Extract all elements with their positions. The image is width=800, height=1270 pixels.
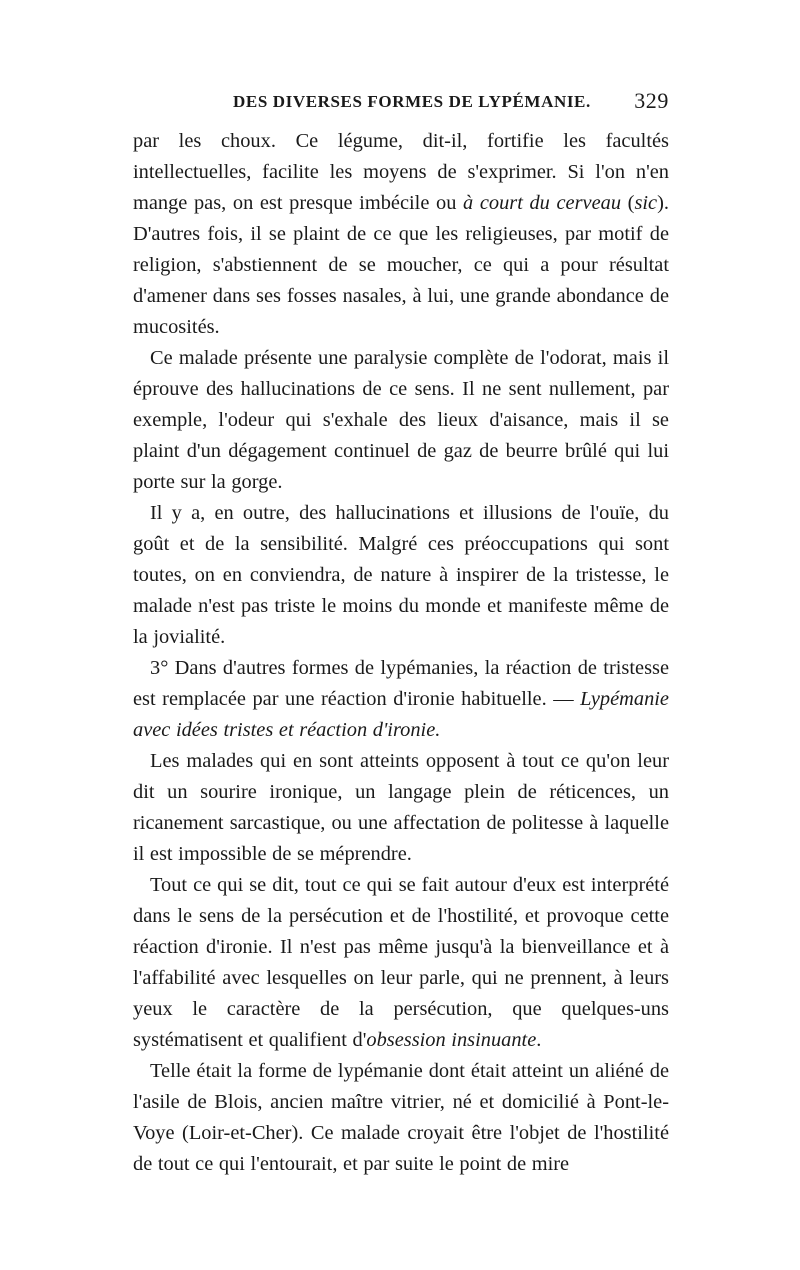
paragraph-6-italic-term: obsession insinuante (366, 1029, 537, 1051)
paragraph-5: Les malades qui en sont atteints opposent à tout ce qu'on leur dit un sourire ironique, un langage plein de réticences, un ricanement sarcastique, ou une affectation de politesse à laquelle il est impossible de se méprendre. (133, 750, 669, 865)
paragraph-6 (133, 870, 669, 1056)
paragraph-1-text-a: par les choux. Ce légume, dit-il, fortifie les facultés intellectuelles, facilite les moyens de s'exprimer. Si l'on n'en mange pas, on est presque imbécile ou (133, 130, 669, 214)
paragraph-1-text-b: ( (621, 192, 635, 214)
paragraph-4-italic-heading: Lypémanie avec idées tristes et réaction d'ironie. (133, 688, 669, 741)
running-head (133, 88, 669, 126)
paragraph-4-text: 3° Dans d'autres formes de lypémanies, la réaction de tristesse est remplacée par une réaction d'ironie habituelle. — (133, 657, 669, 710)
page-number: 329 (634, 88, 669, 113)
body-text (133, 126, 669, 1180)
paragraph-2: Ce malade présente une paralysie complète de l'odorat, mais il éprouve des hallucinations de ce sens. Il ne sent nullement, par exemple, l'odeur qui s'exhale des lieux d'aisance, mais il se plaint d'un dégagement continuel de gaz de beurre brûlé qui lui porte sur la gorge. (133, 347, 669, 493)
paragraph-4 (133, 653, 669, 746)
paragraph-1 (133, 126, 669, 343)
paragraph-1-italic-phrase: à court du cerveau (463, 192, 622, 214)
paragraph-1-text-c: ). D'autres fois, il se plaint de ce que les religieuses, par motif de religion, s'abstiennent de se moucher, ce qui a pour résultat d'amener dans ses fosses nasales, à lui, une grande abondance de mucosités. (133, 192, 669, 338)
paragraph-1-italic-sic: sic (634, 192, 658, 214)
book-page (133, 88, 669, 1180)
paragraph-7: Telle était la forme de lypémanie dont était atteint un aliéné de l'asile de Blois, ancien maître vitrier, né et domicilié à Pont-le-Voye (Loir-et-Cher). Ce malade croyait être l'objet de l'hostilité de tout ce qui l'entourait, et par suite le point de mire (133, 1060, 669, 1175)
paragraph-3: Il y a, en outre, des hallucinations et illusions de l'ouïe, du goût et de la sensibilité. Malgré ces préoccupations qui sont toutes, on en conviendra, de nature à inspirer de la tristesse, le malade n'est pas triste le moins du monde et manifeste même de la jovialité. (133, 502, 669, 648)
running-title: DES DIVERSES FORMES DE LYPÉMANIE. (233, 92, 591, 111)
paragraph-6-text: Tout ce qui se dit, tout ce qui se fait autour d'eux est interprété dans le sens de la persécution et de l'hostilité, et provoque cette réaction d'ironie. Il n'est pas même jusqu'à la bienveillance et à l'affabilité avec lesquelles on leur parle, qui ne prennent, à leurs yeux le caractère de la persécution, que quelques-uns systématisent et qualifient d' (133, 874, 669, 1051)
paragraph-6-text-end: . (536, 1029, 542, 1051)
